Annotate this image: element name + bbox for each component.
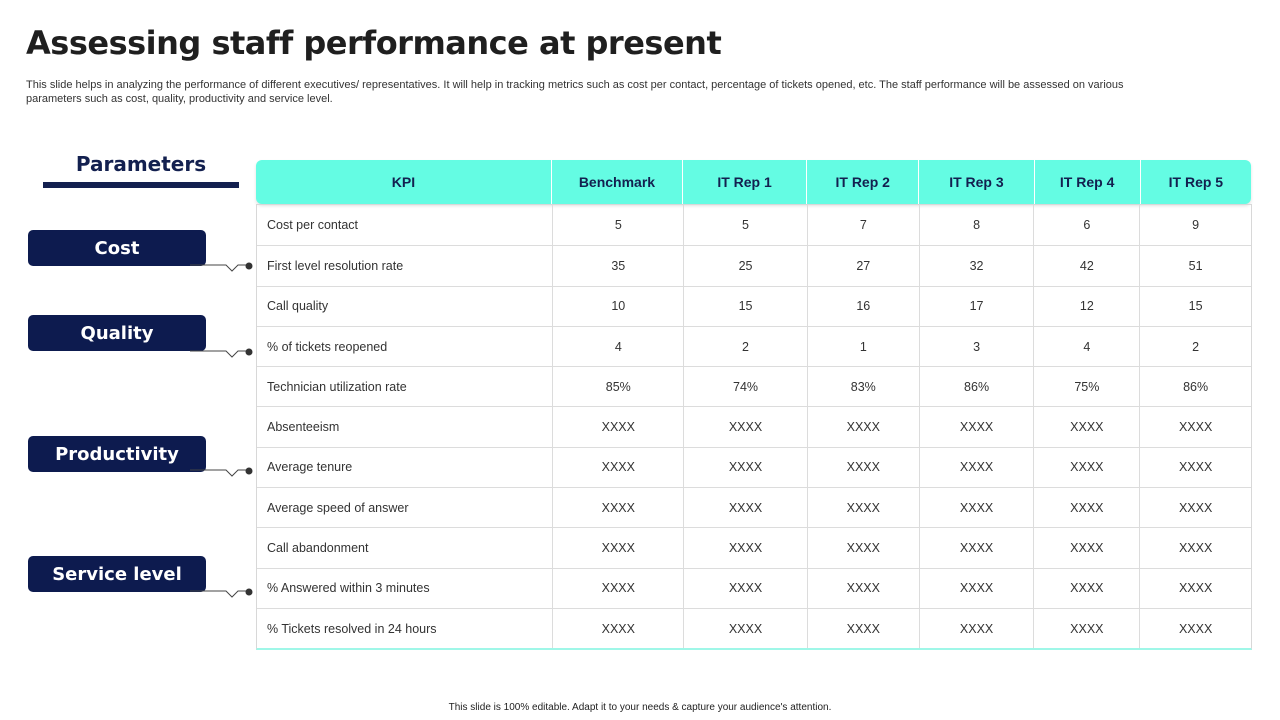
- kpi-value-cell: XXXX: [553, 448, 684, 487]
- kpi-name-cell: % of tickets reopened: [257, 327, 553, 366]
- kpi-value-cell: 83%: [808, 367, 920, 406]
- kpi-value-cell: 2: [684, 327, 808, 366]
- table-row: [257, 527, 1251, 567]
- kpi-name-cell: Average tenure: [257, 448, 553, 487]
- header-it-rep-3: IT Rep 3: [919, 160, 1034, 204]
- kpi-name-cell: % Answered within 3 minutes: [257, 569, 553, 608]
- page-subtitle: This slide helps in analyzing the performance of different executives/ representatives. It will help in tracking metrics such as cost per contact, percentage of tickets opened, etc. The staff performance will be assessed on various parameters such as cost, quality, productivity and service level.: [26, 79, 1124, 105]
- kpi-value-cell: XXXX: [808, 569, 920, 608]
- kpi-value-cell: 74%: [684, 367, 808, 406]
- table-row: [257, 366, 1251, 406]
- kpi-value-cell: XXXX: [920, 569, 1035, 608]
- kpi-value-cell: 42: [1034, 246, 1140, 285]
- kpi-value-cell: XXXX: [1034, 448, 1140, 487]
- parameter-service-level: Service level: [28, 556, 206, 592]
- kpi-value-cell: XXXX: [684, 609, 808, 648]
- kpi-name-cell: Call quality: [257, 287, 553, 326]
- table-row: [257, 487, 1251, 527]
- parameter-quality: Quality: [28, 315, 206, 351]
- kpi-value-cell: XXXX: [1178, 460, 1213, 475]
- quality-connector: [190, 336, 260, 366]
- kpi-value-cell: 86%: [1183, 379, 1209, 394]
- kpi-value-cell: XXXX: [553, 528, 684, 567]
- kpi-value-cell: XXXX: [920, 528, 1035, 567]
- kpi-value-cell: 27: [808, 246, 920, 285]
- kpi-value-cell: XXXX: [808, 528, 920, 567]
- parameter-productivity: Productivity: [28, 436, 206, 472]
- kpi-value-cell: XXXX: [684, 448, 808, 487]
- kpi-value-cell: XXXX: [808, 448, 920, 487]
- table-row: [257, 205, 1251, 245]
- table-row: [257, 326, 1251, 366]
- kpi-value-cell: XXXX: [684, 569, 808, 608]
- table-row: [257, 608, 1251, 648]
- kpi-value-cell: XXXX: [1034, 528, 1140, 567]
- kpi-value-cell: 8: [920, 205, 1035, 245]
- kpi-value-cell: XXXX: [808, 488, 920, 527]
- service-level-connector: [190, 576, 260, 606]
- header-it-rep-5: IT Rep 5: [1168, 174, 1224, 190]
- kpi-value-cell: 25: [684, 246, 808, 285]
- kpi-value-cell: 85%: [553, 367, 684, 406]
- parameters-heading: Parameters: [75, 152, 207, 176]
- kpi-value-cell: 6: [1034, 205, 1140, 245]
- kpi-value-cell: XXXX: [1034, 569, 1140, 608]
- kpi-value-cell: XXXX: [684, 488, 808, 527]
- kpi-value-cell: XXXX: [920, 448, 1035, 487]
- kpi-name-cell: % Tickets resolved in 24 hours: [257, 609, 553, 648]
- kpi-name-cell: Cost per contact: [257, 205, 553, 245]
- kpi-name-cell: Absenteeism: [257, 407, 553, 446]
- header-it-rep-4: IT Rep 4: [1035, 160, 1141, 204]
- header-it-rep-2: IT Rep 2: [807, 160, 919, 204]
- kpi-value-cell: 10: [553, 287, 684, 326]
- kpi-value-cell: 5: [553, 205, 684, 245]
- cost-connector: [190, 250, 260, 280]
- kpi-value-cell: XXXX: [1178, 500, 1213, 515]
- kpi-value-cell: 9: [1192, 218, 1200, 233]
- kpi-table-header: [256, 160, 1251, 204]
- kpi-table-body: [256, 204, 1252, 650]
- kpi-value-cell: XXXX: [1178, 621, 1213, 636]
- kpi-value-cell: XXXX: [1178, 420, 1213, 435]
- kpi-value-cell: 51: [1188, 258, 1203, 273]
- kpi-value-cell: XXXX: [920, 609, 1035, 648]
- kpi-value-cell: 35: [553, 246, 684, 285]
- kpi-value-cell: 3: [920, 327, 1035, 366]
- kpi-name-cell: Average speed of answer: [257, 488, 553, 527]
- kpi-value-cell: XXXX: [1178, 581, 1213, 596]
- kpi-value-cell: 5: [684, 205, 808, 245]
- kpi-value-cell: XXXX: [920, 407, 1035, 446]
- kpi-value-cell: XXXX: [684, 407, 808, 446]
- table-row: [257, 406, 1251, 446]
- page-title: Assessing staff performance at present: [26, 24, 722, 62]
- table-row: [257, 568, 1251, 608]
- kpi-value-cell: XXXX: [1034, 488, 1140, 527]
- kpi-value-cell: XXXX: [920, 488, 1035, 527]
- kpi-value-cell: XXXX: [553, 488, 684, 527]
- kpi-value-cell: XXXX: [808, 609, 920, 648]
- kpi-value-cell: 86%: [920, 367, 1035, 406]
- parameters-underline: [43, 182, 239, 188]
- kpi-value-cell: 4: [553, 327, 684, 366]
- kpi-name-cell: First level resolution rate: [257, 246, 553, 285]
- kpi-value-cell: 4: [1034, 327, 1140, 366]
- kpi-value-cell: 2: [1192, 339, 1200, 354]
- table-row: [257, 447, 1251, 487]
- header-it-rep-1: IT Rep 1: [683, 160, 807, 204]
- kpi-value-cell: XXXX: [553, 569, 684, 608]
- kpi-value-cell: XXXX: [1034, 407, 1140, 446]
- kpi-name-cell: Call abandonment: [257, 528, 553, 567]
- kpi-value-cell: XXXX: [1034, 609, 1140, 648]
- kpi-value-cell: 1: [808, 327, 920, 366]
- kpi-value-cell: 16: [808, 287, 920, 326]
- kpi-value-cell: 7: [808, 205, 920, 245]
- parameter-cost: Cost: [28, 230, 206, 266]
- table-row: [257, 286, 1251, 326]
- kpi-value-cell: XXXX: [553, 407, 684, 446]
- kpi-value-cell: XXXX: [808, 407, 920, 446]
- header-kpi: KPI: [256, 160, 552, 204]
- kpi-value-cell: 15: [684, 287, 808, 326]
- kpi-value-cell: 15: [1188, 299, 1203, 314]
- kpi-value-cell: 12: [1034, 287, 1140, 326]
- table-row: [257, 245, 1251, 285]
- kpi-value-cell: XXXX: [553, 609, 684, 648]
- kpi-value-cell: 75%: [1034, 367, 1140, 406]
- kpi-value-cell: 32: [920, 246, 1035, 285]
- header-benchmark: Benchmark: [552, 160, 683, 204]
- kpi-value-cell: 17: [920, 287, 1035, 326]
- kpi-value-cell: XXXX: [684, 528, 808, 567]
- kpi-value-cell: XXXX: [1178, 541, 1213, 556]
- footer-note: This slide is 100% editable. Adapt it to your needs & capture your audience's attention.: [448, 702, 832, 713]
- productivity-connector: [190, 455, 260, 485]
- kpi-name-cell: Technician utilization rate: [257, 367, 553, 406]
